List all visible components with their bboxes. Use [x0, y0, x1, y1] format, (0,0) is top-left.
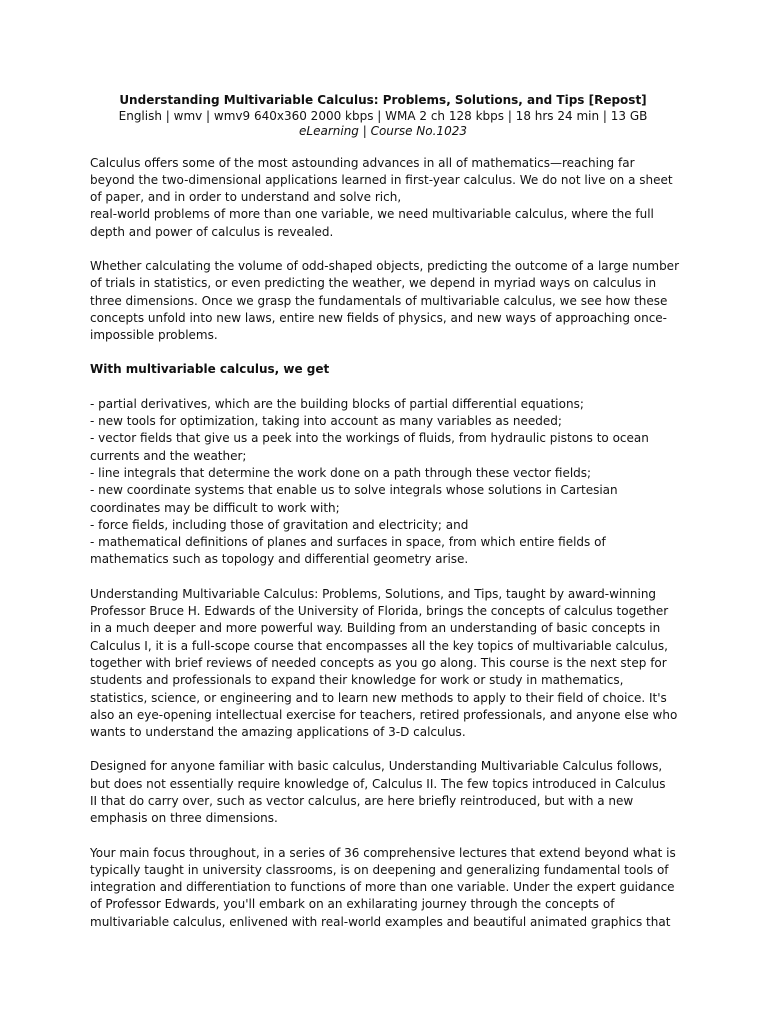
list-item: - partial derivatives, which are the building blocks of partial differential equations;	[90, 396, 584, 411]
list-item: currents and the weather;	[90, 448, 247, 463]
document-body	[90, 155, 690, 932]
text-line: impossible problems.	[90, 328, 218, 343]
text-line: beyond the two-dimensional applications learned in first-year calculus. We do not live on a sheet	[90, 172, 673, 187]
course-number: eLearning | Course No.1023	[299, 124, 467, 138]
text-line: Understanding Multivariable Calculus: Problems, Solutions, and Tips, taught by award-winning	[90, 586, 657, 601]
list-item: - line integrals that determine the work done on a path through these vector fields;	[90, 465, 592, 480]
list-item: - force fields, including those of gravitation and electricity; and	[90, 517, 469, 532]
paragraph-prerequisites	[90, 758, 690, 827]
list-item: - mathematical definitions of planes and surfaces in space, from which entire fields of	[90, 535, 606, 550]
text-line: depth and power of calculus is revealed.	[90, 224, 334, 239]
text-line: but does not essentially require knowledge of, Calculus II. The few topics introduced in Calculus	[90, 776, 666, 791]
text-line: concepts unfold into new laws, entire new fields of physics, and new ways of approaching once-	[90, 310, 668, 325]
paragraph-focus	[90, 845, 690, 931]
text-line: Designed for anyone familiar with basic calculus, Understanding Multivariable Calculus follows,	[90, 759, 663, 774]
text-line: typically taught in university classrooms, is on deepening and generalizing fundamental tools of	[90, 862, 669, 877]
media-specs: English | wmv | wmv9 640x360 2000 kbps | WMA 2 ch 128 kbps | 18 hrs 24 min | 13 GB	[118, 108, 648, 123]
text-line: real-world problems of more than one variable, we need multivariable calculus, where the full	[90, 207, 654, 222]
text-line: II that do carry over, such as vector calculus, are here briefly reintroduced, but with a new	[90, 794, 634, 808]
text-line: integration and differentiation to functions of more than one variable. Under the expert guidance	[90, 880, 675, 895]
text-line: in a much deeper and more powerful way. Building from an understanding of basic concepts in	[90, 621, 661, 636]
text-line: multivariable calculus, enlivened with real-world examples and beautiful animated graphics that	[90, 914, 671, 929]
list-item: coordinates may be difficult to work with;	[90, 500, 340, 515]
text-line: Calculus I, it is a full-scope course that encompasses all the key topics of multivariable calculus,	[90, 638, 668, 653]
text-line: emphasis on three dimensions.	[90, 811, 278, 826]
text-line: together with brief reviews of needed concepts as you go along. This course is the next step for	[90, 655, 667, 670]
text-line: wants to understand the amazing applications of 3-D calculus.	[90, 725, 466, 740]
text-line: of paper, and in order to understand and solve rich,	[90, 190, 402, 205]
paragraph-course-overview	[90, 586, 690, 742]
section-heading: With multivariable calculus, we get	[90, 362, 330, 377]
text-line: students and professionals to expand their knowledge for work or study in mathematics,	[90, 673, 624, 688]
paragraph-applications	[90, 258, 690, 344]
text-line: statistics, science, or engineering and to learn new methods to apply to their field of choice. It's	[90, 690, 667, 705]
text-line: three dimensions. Once we grasp the fundamentals of multivariable calculus, we see how these	[90, 293, 668, 308]
text-line: of Professor Edwards, you'll embark on an exhilarating journey through the concepts of	[90, 897, 615, 912]
text-line: of trials in statistics, or even predicting the weather, we depend in myriad ways on calculus in	[90, 276, 657, 291]
document-header	[90, 93, 676, 140]
document-page	[90, 93, 690, 948]
feature-list	[90, 396, 690, 569]
list-item: - new tools for optimization, taking into account as many variables as needed;	[90, 414, 562, 429]
document-title: Understanding Multivariable Calculus: Problems, Solutions, and Tips [Repost]	[119, 93, 647, 107]
list-item: - new coordinate systems that enable us to solve integrals whose solutions in Cartesian	[90, 483, 618, 498]
text-line: Whether calculating the volume of odd-shaped objects, predicting the outcome of a large number	[90, 258, 680, 273]
paragraph-intro	[90, 155, 690, 241]
text-line: Calculus offers some of the most astounding advances in all of mathematics—reaching far	[90, 155, 635, 170]
text-line: Professor Bruce H. Edwards of the University of Florida, brings the concepts of calculus together	[90, 604, 669, 619]
text-line: also an eye-opening intellectual exercise for teachers, retired professionals, and anyone else who	[90, 707, 678, 722]
text-line: Your main focus throughout, in a series of 36 comprehensive lectures that extend beyond what is	[90, 845, 676, 860]
list-item: mathematics such as topology and differential geometry arise.	[90, 552, 469, 567]
list-item: - vector fields that give us a peek into the workings of fluids, from hydraulic pistons to ocean	[90, 431, 649, 446]
